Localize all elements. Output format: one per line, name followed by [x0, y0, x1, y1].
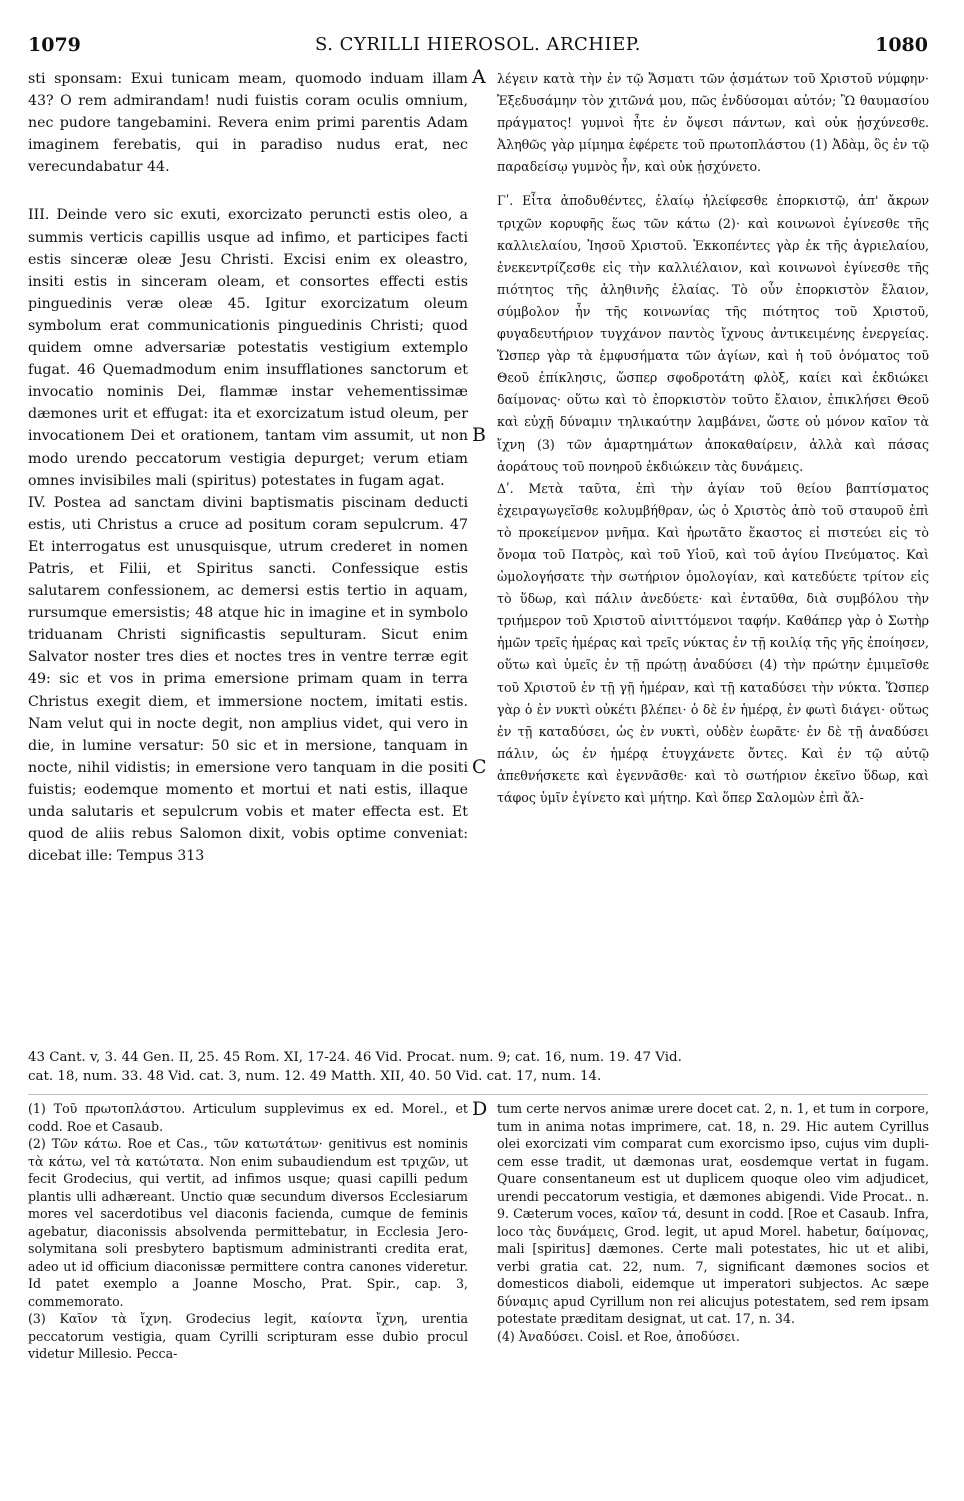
notes-left-column — [28, 1100, 468, 1490]
page-number-left: 1079 — [28, 34, 81, 56]
note-2: (2) Τῶν κάτω. Roe et Cas., τῶν κατωτάτων· genitivus est nominis τὰ κάτω, vel τὰ κατώτατα. Non enim subaudiendum est τριχῶν, ut fecit Grodecius, qui vertit, ad infimos usque; quasi capilli pedum plantis ulli adhæreant. Unctio quæ secundum diversos Ecclesiarum mores vel sacerdotibus vel diaconis facienda, cumque de feminis agebatur, diaconissis absolvenda permittebatur, in Ecclesia Jerosolymitana soli presbytero baptismum administranti credita erat, adeo ut id officium diaconissæ permittere contra canones videretur. Id patet exemplo a Joanne Moscho, Prat. Spir., cap. 3, commemorato. — [28, 1136, 468, 1309]
note-1: (1) Τοῦ πρωτοπλάστου. Articulum supplevimus ex ed. Morel., et codd. Roe et Casaub. — [28, 1101, 468, 1134]
running-title: S. CYRILLI HIEROSOL. ARCHIEP. — [315, 34, 641, 55]
margin-marker-b: B — [472, 424, 486, 446]
greek-paragraph-3: Δʹ. Μετὰ ταῦτα, ἐπὶ τὴν ἁγίαν τοῦ θείου βαπτίσματος ἐχειραγωγεῖσθε κολυμβήθραν, ὡς ὁ Χριστὸς ἀπὸ τοῦ σταυροῦ ἐπὶ τὸ προκείμενον μνῆμα. Καὶ ἠρωτᾶτο ἕκαστος εἰ πιστεύει εἰς τὸ ὄνομα τοῦ Πατρὸς, καὶ τοῦ Υἱοῦ, καὶ τοῦ ἁγίου Πνεύματος. Καὶ ὡμολογήσατε τὴν σωτήριον ὁμολογίαν, καὶ κατεδύετε τρίτον εἰς τὸ ὕδωρ, καὶ πάλιν ἀνεδύετε· καὶ ἐνταῦθα, διὰ συμβόλου τὴν τριήμερον τοῦ Χριστοῦ αἰνιττόμενοι ταφήν. Καθάπερ γὰρ ὁ Σωτὴρ ἡμῶν τρεῖς ἡμέρας καὶ τρεῖς νύκτας ἐν τῇ κοιλίᾳ τῆς γῆς ἐποίησεν, οὕτω καὶ ὑμεῖς ἐν τῇ πρώτῃ ἀναδύσει (4) τὴν πρώτην ἐμιμεῖσθε τοῦ Χριστοῦ ἐν τῇ γῇ ἡμέραν, καὶ τῇ καταδύσει τὴν νύκτα. Ὥσπερ γὰρ ὁ ἐν νυκτὶ οὐκέτι βλέπει· ὁ δὲ ἐν ἡμέρᾳ, ἐν φωτὶ διάγει· οὕτως ἐν τῇ καταδύσει, ὡς ἐν νυκτὶ, οὐδὲν ἑωρᾶτε· ἐν δὲ τῇ ἀναδύσει πάλιν, ὡς ἐν ἡμέρᾳ ἐτυγχάνετε ὄντες. Καὶ ἐν τῷ αὐτῷ ἀπεθνήσκετε καὶ ἐγεννᾶσθε· καὶ τὸ σωτήριον ἐκεῖνο ὕδωρ, καὶ τάφος ὑμῖν ἐγίνετο καὶ μήτηρ. Καὶ ὅπερ Σαλομὼν ἐπὶ ἄλ- — [497, 480, 929, 805]
reference-line-2: cat. 18, num. 33. 48 Vid. cat. 3, num. 12. 49 Matth. XII, 40. 50 Vid. cat. 17, num. 14. — [28, 1069, 602, 1084]
greek-paragraph-1: λέγειν κατὰ τὴν ἐν τῷ Ἄσματι τῶν ᾀσμάτων τοῦ Χριστοῦ νύμφην· Ἐξεδυσάμην τὸν χιτῶνά μου, πῶς ἐνδύσομαι αὐτόν; Ὢ θαυμασίου πράγματος! γυμνοὶ ἦτε ἐν ὄψεσι πάντων, καὶ οὐκ ᾐσχύνεσθε. Ἀληθῶς γὰρ μίμημα ἐφέρετε τοῦ πρωτοπλάστου (1) Ἀδὰμ, ὃς ἐν τῷ παραδείσῳ γυμνὸς ἦν, καὶ οὐκ ᾐσχύνετο. — [497, 71, 929, 175]
notes-divider — [28, 1094, 928, 1095]
page-number-right: 1080 — [875, 34, 928, 56]
reference-line-1: 43 Cant. v, 3. 44 Gen. II, 25. 45 Rom. XI, 17-24. 46 Vid. Procat. num. 9; cat. 16, num. 19. 47 Vid. — [28, 1050, 682, 1065]
note-3: (3) Καῖον τὰ ἴχνη. Grodecius legit, καίοντα ἴχνη, urentia peccatorum vestigia, quam Cyrilli scripturam esse dubio procul videtur Millesio. Pecca- — [28, 1311, 468, 1361]
latin-paragraph-3: IV. Postea ad sanctam divini baptismatis piscinam deducti estis, uti Christus a cruce ad positum coram sepulcrum. 47 Et interrogatus est unusquisque, utrum crederet in nomen Patris, et Filii, et Spiritus sancti. Confessique estis salutarem confessionem, ac demersi estis tertio in aquam, rursumque emersistis; 48 atque hic in imagine et in symbolo triduanam Christi significastis sepulturam. Sicut enim Salvator noster tres dies et noctes tres in ventre terræ egit 49: sic et vos in prima emersione primam quam in terra Christus exegit diem, et immersione noctem, imitati estis. Nam velut qui in nocte degit, non amplius videt, qui vero in die, in lumine versatur: 50 sic et in mersione, tanquam in nocte, nihil vidistis; in emersione vero tanquam in die positi fuistis; eodemque momento et mortui et nati estis, illaque unda salutaris et sepulcrum vobis et mater effecta est. Et quod de aliis rebus Salomon dixit, vobis optime conveniat: dicebat ille: Tempus 313 — [28, 494, 468, 865]
greek-column — [497, 68, 929, 1046]
margin-marker-a: A — [472, 66, 486, 88]
scripture-references — [28, 1048, 928, 1086]
latin-column — [28, 68, 468, 1046]
note-4: (4) Ἀναδύσει. Coisl. et Roe, ἀποδύσει. — [497, 1328, 740, 1344]
latin-paragraph-1: sti sponsam: Exui tunicam meam, quomodo induam illam 43? O rem admirandam! nudi fuistis coram oculis omnium, nec pudore tangebamini. Revera enim primi parentis Adam imaginem ferebatis, qui in paradiso nudus erat, nec verecundabatur 44. — [28, 71, 468, 176]
margin-marker-d: D — [472, 1098, 488, 1120]
margin-marker-c: C — [472, 756, 487, 778]
page-header — [28, 34, 928, 64]
notes-right-column — [497, 1100, 929, 1490]
greek-paragraph-2: Γʹ. Εἶτα ἀποδυθέντες, ἐλαίῳ ἠλείφεσθε ἐπορκιστῷ, ἀπ' ἄκρων τριχῶν κορυφῆς ἕως τῶν κάτω (2)· καὶ κοινωνοὶ ἐγίνεσθε τῆς καλλιελαίου, Ἰησοῦ Χριστοῦ. Ἐκκοπέντες γὰρ ἐκ τῆς ἀγριελαίου, ἐνεκεντρίζεσθε εἰς τὴν καλλιέλαιον, καὶ κοινωνοὶ ἐγίνεσθε τῆς πιότητος τῆς ἀληθινῆς ἐλαίας. Τὸ οὖν ἐπορκιστὸν ἔλαιον, σύμβολον ἦν τῆς κοινωνίας τῆς πιότητος τοῦ Χριστοῦ, φυγαδευτήριον τυγχάνον παντὸς ἴχνους ἀντικειμένης ἐνεργείας. Ὥσπερ γὰρ τὰ ἐμφυσήματα τῶν ἁγίων, καὶ ἡ τοῦ ὀνόματος τοῦ Θεοῦ ἐπίκλησις, ὥσπερ σφοδροτάτη φλὸξ, καίει καὶ ἐκδιώκει δαίμονας· οὕτω καὶ τὸ ἐπορκιστὸν τοῦτο ἔλαιον, ἐπικλήσει Θεοῦ καὶ εὐχῇ δύναμιν τηλικαύτην λαμβάνει, ὥστε οὐ μόνον καῖον τὰ ἴχνη (3) τῶν ἁμαρτημάτων ἀποκαθαίρειν, ἀλλὰ καὶ πάσας ἀοράτους τοῦ πονηροῦ ἐκδιώκειν τὰς δυνάμεις. — [497, 193, 929, 474]
latin-paragraph-2: III. Deinde vero sic exuti, exorcizato peruncti estis oleo, a summis verticis capillis usque ad infimo, et participes facti estis sinceræ oleæ Jesu Christi. Excisi enim ex oleastro, insiti estis in sinceram oleam, et consortes effecti estis pinguedinis veræ oleæ 45. Igitur exorcizatum oleum symbolum erat communicationis pinguedinis Christi; quod quidem omne adversariæ potestatis vestigium extemplo fugat. 46 Quemadmodum enim insufflationes sanctorum et invocatio nominis Dei, flammæ instar vehementissimæ dæmones urit et effugat: ita et exorcizatum istud oleum, per invocationem Dei et orationem, tantam vim assumit, ut non modo urendo peccatorum vestigia depurget; verum etiam omnes invisibiles mali (spiritus) potestates in fugam agat. — [28, 207, 468, 489]
note-3-continued: tum certe nervos animæ urere docet cat. 2, n. 1, et tum in corpore, tum in anima notas imprimere, cat. 18, n. 29. Hic autem Cyrillus olei exorcizati vim comparat cum exorcismo ipso, cujus vim duplicem esse tradit, ut dæmonas urat, eosdemque vertat in fugam. Quare consentaneum est ut duplicem quoque oleo vim adjudicet, urendi peccatorum vestigia, et dæmones abigendi. Vide Procat.. n. 9. Cæterum voces, καῖον τά, desunt in codd. [Roe et Casaub. Infra, loco τὰς δυνάμεις, Grod. legit, ut apud Morel. habetur, δαίμονας, mali [spiritus] dæmones. Certe mali potestates, hic ut et alibi, verbi gratia cat. 22, num. 7, significant dæmones socios et domesticos diaboli, eidemque ut imperatori subjectos. Ac sæpe δύναμις apud Cyrillum non rei alicujus potestatem, sed rem ipsam potestate præditam designat, ut cat. 17, n. 34. — [497, 1101, 929, 1326]
